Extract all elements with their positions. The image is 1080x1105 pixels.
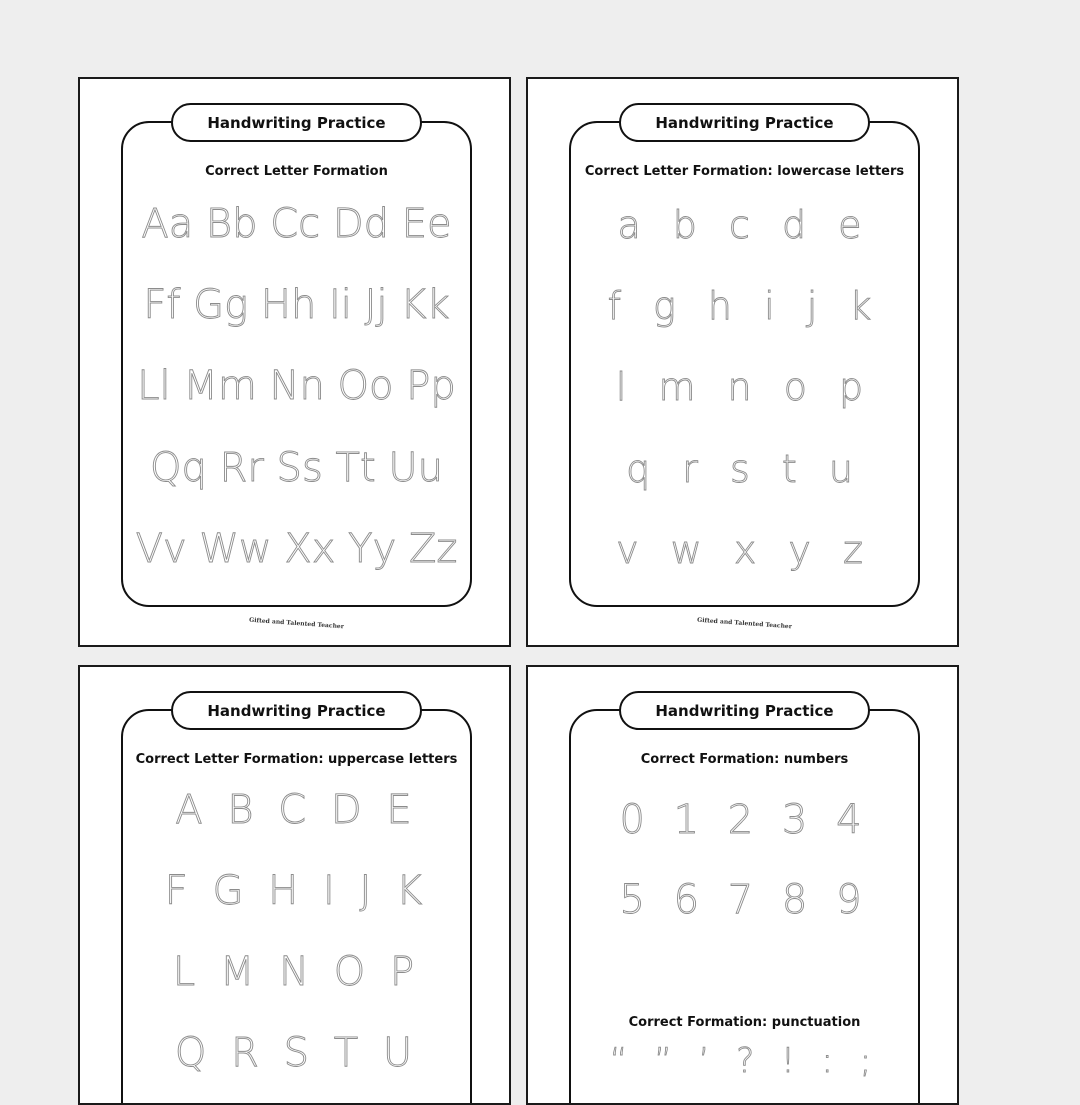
worksheet-subtitle: Correct Letter Formation: lowercase letters <box>584 164 905 179</box>
trace-row: Ll Mm Nn Oo Pp <box>137 363 456 409</box>
trace-row: F G H I J K <box>164 868 429 914</box>
trace-row: f g h i j k <box>607 284 882 328</box>
trace-row: Q R S T U <box>174 1030 419 1076</box>
trace-row: a b c d e <box>617 203 872 247</box>
brand-logo: Gifted and Talented Teacher <box>248 616 345 631</box>
worksheet-lowercase <box>526 77 959 647</box>
trace-row: A B C D E <box>175 787 418 833</box>
brand-logo: Gifted and Talented Teacher <box>696 616 793 631</box>
trace-row: L M N O P <box>172 949 421 995</box>
trace-row: Aa Bb Cc Dd Ee <box>141 201 452 247</box>
worksheet-subtitle: Correct Formation: numbers <box>640 752 849 767</box>
trace-row: q r s t u <box>626 447 863 491</box>
worksheet-mixed-case <box>78 77 511 647</box>
worksheet-header: Handwriting Practice <box>619 691 870 730</box>
trace-row: l m n o p <box>615 365 874 409</box>
worksheet-subtitle: Correct Letter Formation: uppercase letters <box>135 752 458 767</box>
trace-row: 5 6 7 8 9 <box>619 877 870 923</box>
trace-row-punctuation: “ ” ’ ? ! : ; <box>609 1041 880 1081</box>
worksheet-subtitle: Correct Letter Formation <box>205 164 388 179</box>
worksheet-uppercase <box>78 665 511 1105</box>
trace-row: Ff Gg Hh Ii Jj Kk <box>143 282 450 328</box>
punctuation-subtitle: Correct Formation: punctuation <box>628 1015 861 1030</box>
worksheet-header: Handwriting Practice <box>171 691 422 730</box>
trace-row: v w x y z <box>616 528 873 572</box>
worksheet-numbers-punctuation <box>526 665 959 1105</box>
trace-row: Vv Ww Xx Yy Zz <box>135 526 458 572</box>
worksheet-header: Handwriting Practice <box>171 103 422 142</box>
trace-row: 0 1 2 3 4 <box>619 797 870 843</box>
trace-row: Qq Rr Ss Tt Uu <box>150 445 443 491</box>
worksheet-header: Handwriting Practice <box>619 103 870 142</box>
